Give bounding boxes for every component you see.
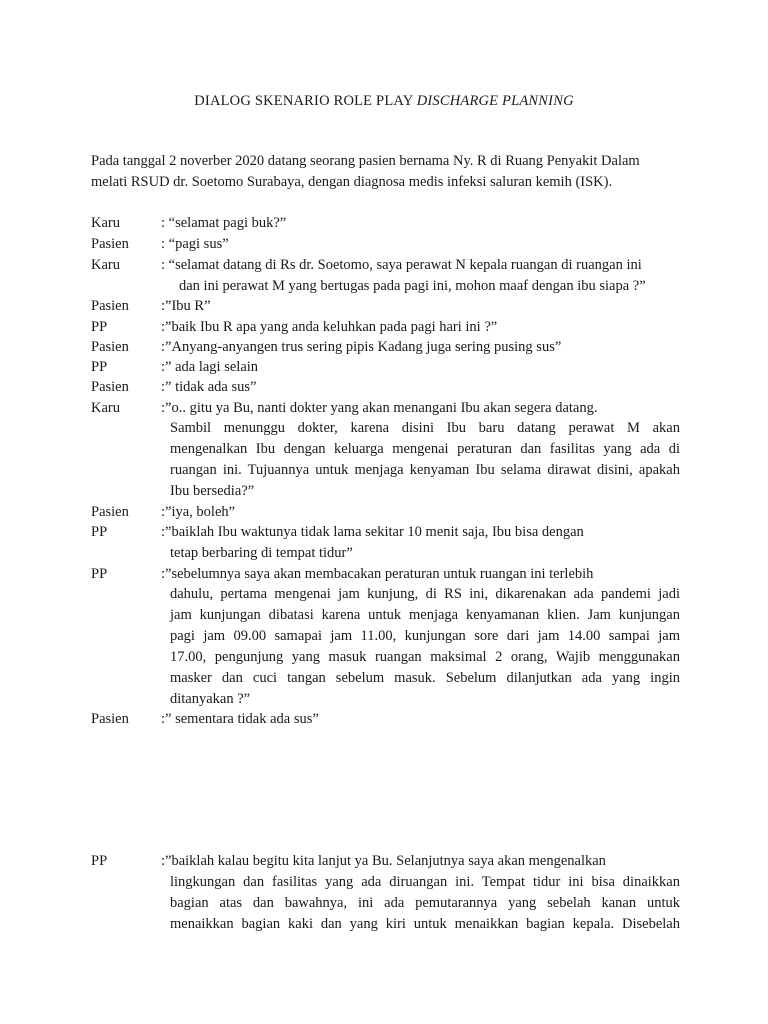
utterance xyxy=(161,337,561,358)
utterance-continuation: masker dan cuci tangan sebelum masuk. Sebelum dilanjutkan ada yang ingin xyxy=(170,670,680,686)
colon: : xyxy=(161,566,166,582)
utterance xyxy=(161,398,597,419)
utterance-text: ”Ibu R” xyxy=(165,298,211,314)
utterance-continuation: Sambil menunggu dokter, karena disini Ibu baru datang perawat M akan xyxy=(170,420,680,436)
speaker: PP xyxy=(91,359,108,375)
utterance-text: ”baiklah Ibu waktunya tidak lama sekitar 10 menit saja, Ibu bisa dengan xyxy=(165,524,584,540)
speaker: PP xyxy=(91,853,108,869)
utterance-continuation: pagi jam 09.00 samapai jam 11.00, kunjungan sore dari jam 14.00 sampai jam xyxy=(170,628,680,644)
speaker: Pasien xyxy=(91,504,129,520)
colon: : xyxy=(161,339,166,355)
utterance xyxy=(161,564,593,585)
colon: : xyxy=(161,319,166,335)
colon: : xyxy=(161,853,166,869)
utterance xyxy=(161,234,229,255)
colon: : xyxy=(161,711,166,727)
utterance-text: ” tidak ada sus” xyxy=(165,379,257,395)
colon: : xyxy=(161,359,166,375)
utterance-text: ”baik Ibu R apa yang anda keluhkan pada pagi hari ini ?” xyxy=(165,319,498,335)
utterance xyxy=(161,317,497,338)
utterance xyxy=(161,357,258,378)
colon: : xyxy=(161,215,166,231)
colon: : xyxy=(161,298,166,314)
utterance-continuation: Ibu bersedia?” xyxy=(170,483,255,499)
speaker: Pasien xyxy=(91,298,129,314)
colon: : xyxy=(161,400,166,416)
speaker: Karu xyxy=(91,400,120,416)
utterance-continuation: lingkungan dan fasilitas yang ada diruangan ini. Tempat tidur ini bisa dinaikkan xyxy=(170,874,680,890)
utterance xyxy=(161,502,235,523)
utterance-text: ”o.. gitu ya Bu, nanti dokter yang akan menangani Ibu akan segera datang. xyxy=(165,400,598,416)
utterance-continuation: ditanyakan ?” xyxy=(170,691,251,707)
utterance xyxy=(161,296,211,317)
utterance xyxy=(161,255,642,276)
speaker: Pasien xyxy=(91,236,129,252)
title-italic: DISCHARGE PLANNING xyxy=(416,93,574,109)
utterance-text: “selamat datang di Rs dr. Soetomo, saya perawat N kepala ruangan di ruangan ini xyxy=(165,257,642,273)
utterance xyxy=(161,213,286,234)
utterance-continuation: jam kunjungan dibatasi karena untuk menjaga kenyamanan klien. Jam kunjungan xyxy=(170,607,680,623)
intro-line: Pada tanggal 2 noverber 2020 datang seorang pasien bernama Ny. R di Ruang Penyakit Dalam xyxy=(91,153,640,169)
utterance-continuation: mengenalkan Ibu dengan keluarga mengenai peraturan dan fasilitas yang ada di xyxy=(170,441,680,457)
speaker: Karu xyxy=(91,257,120,273)
utterance-text: ” ada lagi selain xyxy=(165,359,259,375)
utterance-continuation: dan ini perawat M yang bertugas pada pagi ini, mohon maaf dengan ibu siapa ?” xyxy=(179,278,646,294)
speaker: Pasien xyxy=(91,711,129,727)
speaker: PP xyxy=(91,319,108,335)
utterance xyxy=(161,377,256,398)
speaker: PP xyxy=(91,566,108,582)
utterance-text: ” sementara tidak ada sus” xyxy=(165,711,319,727)
utterance-text: “pagi sus” xyxy=(165,236,229,252)
utterance-text: ”baiklah kalau begitu kita lanjut ya Bu. Selanjutnya saya akan mengenalkan xyxy=(165,853,606,869)
speaker: Karu xyxy=(91,215,120,231)
colon: : xyxy=(161,257,166,273)
speaker: Pasien xyxy=(91,339,129,355)
utterance-continuation: 17.00, pengunjung yang masuk ruangan maksimal 2 orang, Wajib menggunakan xyxy=(170,649,680,665)
utterance-continuation: dahulu, pertama mengenai jam kunjung, di RS ini, dikarenakan ada pandemi jadi xyxy=(170,586,680,602)
utterance-text: ”sebelumnya saya akan membacakan peraturan untuk ruangan ini terlebih xyxy=(165,566,594,582)
colon: : xyxy=(161,524,166,540)
utterance-continuation: tetap berbaring di tempat tidur” xyxy=(170,545,353,561)
speaker: PP xyxy=(91,524,108,540)
utterance xyxy=(161,851,606,872)
utterance-text: ”Anyang-anyangen trus sering pipis Kadang juga sering pusing sus” xyxy=(165,339,562,355)
utterance-continuation: menaikkan bagian kaki dan yang kiri untuk menaikkan bagian kepala. Disebelah xyxy=(170,916,680,932)
utterance xyxy=(161,522,584,543)
utterance-text: ”iya, boleh” xyxy=(165,504,236,520)
colon: : xyxy=(161,504,166,520)
intro-line: melati RSUD dr. Soetomo Surabaya, dengan diagnosa medis infeksi saluran kemih (ISK). xyxy=(91,174,613,190)
title-plain: DIALOG SKENARIO ROLE PLAY xyxy=(194,93,417,109)
colon: : xyxy=(161,236,166,252)
colon: : xyxy=(161,379,166,395)
utterance xyxy=(161,709,319,730)
intro-paragraph xyxy=(91,151,681,193)
document-title xyxy=(0,93,768,110)
utterance-continuation: bagian atas dan bawahnya, ini ada pemutarannya yang sebelah kanan untuk xyxy=(170,895,680,911)
utterance-continuation: ruangan ini. Tujuannya untuk menjaga kenyaman Ibu selama dirawat disini, apakah xyxy=(170,462,680,478)
utterance-text: “selamat pagi buk?” xyxy=(165,215,287,231)
speaker: Pasien xyxy=(91,379,129,395)
